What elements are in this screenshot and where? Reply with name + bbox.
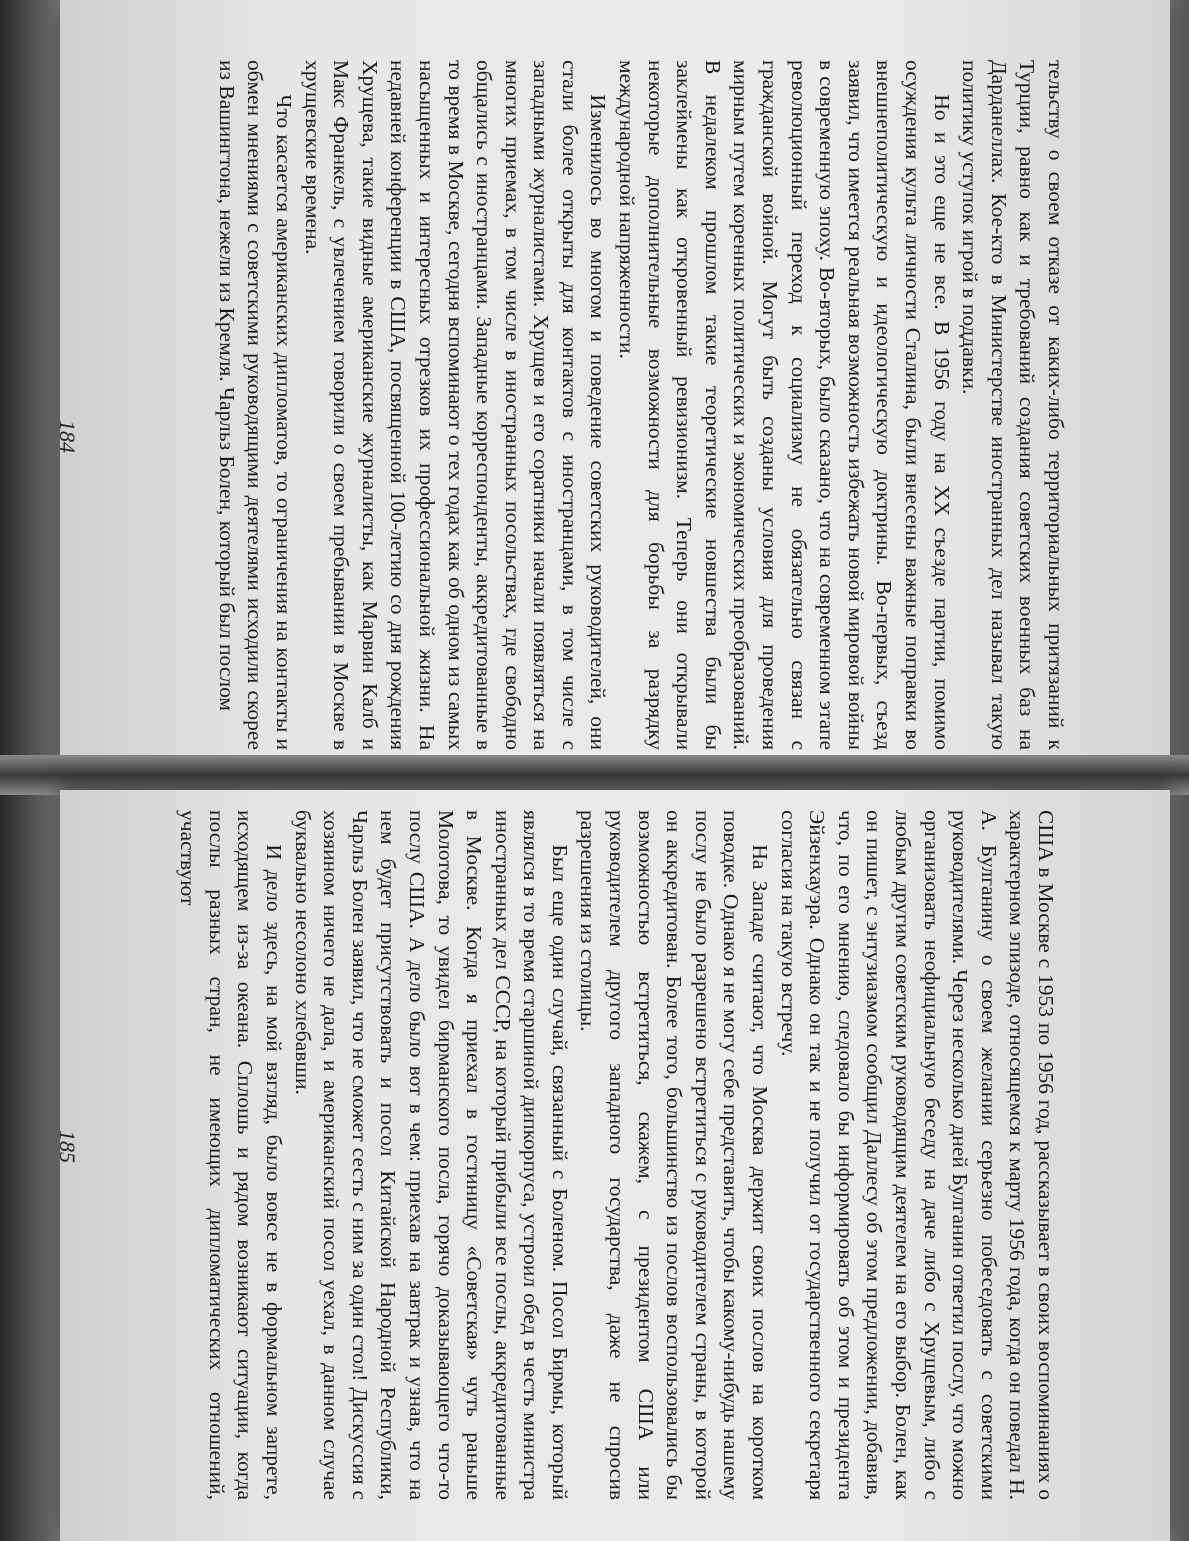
paragraph: Что касается американских дипломатов, то ограничения на контакты и обмен мнениями с советскими руководящими деятелями исходили скорее из Вашингтона, нежели из Кремля. Чарльз Болен, который был послом: [214, 60, 296, 750]
page-number: 185: [55, 1130, 80, 1163]
page-185-text: [174, 810, 1060, 1500]
paragraph: На Западе считают, что Москва держит своих послов на коротком поводке. Однако я не могу себе представить, чтобы какому-нибудь нашему послу не было разрешено встретиться с руководителем страны, в которой он аккредитован. Более того, большинство из послов воспользовались бы возможностью встретиться, скажем, с президентом США или руководителем другого западного государства, даже не спросив разрешения из столицы.: [576, 810, 773, 1500]
paragraph: Был еще один случай, связанный с Боленом. Посол Бирмы, который являлся в то время старшиной дипкорпуса, устроил обед в честь министра иностранных дел СССР, на который прибыли все послы, аккредитованные в Москве. Когда я приехал в гостиницу «Советская» чуть раньше Молотова, то увидел бирманского посла, горячо доказывающего что-то послу США. А дело было вот в чем: приехав на завтрак и узнав, что на нем будет присутствовать и посол Китайской Народной Республики, Чарльз Болен заявил, что не сможет сесть с ним за один стол! Дискуссия с хозяином ничего не дала, и американский посол уехал, в данном случае буквально несолоно хлебавши.: [290, 810, 572, 1500]
paragraph: Изменилось во многом и поведение советских руководителей, они стали более открыты для контактов с иностранцами, в том числе с западными журналистами. Хрущев и его соратники начали появляться на многих приемах, в том числе в иностранных посольствах, где свободно общались с иностранцами. Западные корреспонденты, аккредитованные в то время в Москве, сегодня вспоминают о тех годах как об одном из самых насыщенных и интересных отрезков их профессиональной жизни. На недавней конференции в США, посвященной 100-летию со дня рождения Хрущева, такие видные американские журналисты, как Марвин Калб и Макс Франкель, с увлечением говорили о своем пребывании в Москве в хрущевские времена.: [300, 60, 611, 750]
paragraph: тельству о своем отказе от каких-либо территориальных притязаний к Турции, равно как и требований создания советских военных баз на Дарданеллах. Кое-кто в Министерстве иностранных дел называл такую политику уступок игрой в поддавки.: [958, 60, 1068, 750]
page-184-text: [212, 60, 1070, 750]
paragraph: Но и это еще не все. В 1956 году на XX съезде партии, помимо осуждения культа личности Сталина, были внесены важные поправки во внешнеполитическую и идеологическую доктрины. Во-первых, съезд заявил, что имеется реальная возможность избежать новой мировой войны в современную эпоху. Во-вторых, было сказано, что на современном этапе революционный переход к социализму не обязательно связан с гражданской войной. Могут быть созданы условия для проведения мирным путем коренных политических и экономических преобразований. В недалеком прошлом такие теоретические новшества были бы заклеймены как откровенный ревизионизм. Теперь они открывали некоторые дополнительные возможности для борьбы за разрядку международной напряженности.: [615, 60, 954, 750]
paragraph: США в Москве с 1953 по 1956 год, рассказывает в своих воспоминаниях о характерном эпизоде, относящемся к марту 1956 года, когда он поведал Н. А. Булганину о своем желании серьезно побеседовать с советскими руководителями. Через несколько дней Булганин ответил послу, что можно организовать неофициальную беседу на даче либо с Хрущевым, либо с любым другим советским руководящим деятелем на его выбор. Болен, как он пишет, с энтузиазмом сообщил Даллесу об этом предложении, добавив, что, по его мнению, следовало бы информировать об этом и президента Эйзенхауэра. Однако он так и не получил от государственного секретаря согласия на такую встречу.: [776, 810, 1058, 1500]
page-number: 184: [55, 420, 80, 453]
paragraph: И дело здесь, на мой взгляд, было вовсе не в формальном запрете, исходящем из-за океана. Сплошь и рядом возникают ситуации, когда послы разных стран, не имеющих дипломатических отношений, участвуют: [176, 810, 286, 1500]
book-gutter: [0, 755, 1189, 795]
